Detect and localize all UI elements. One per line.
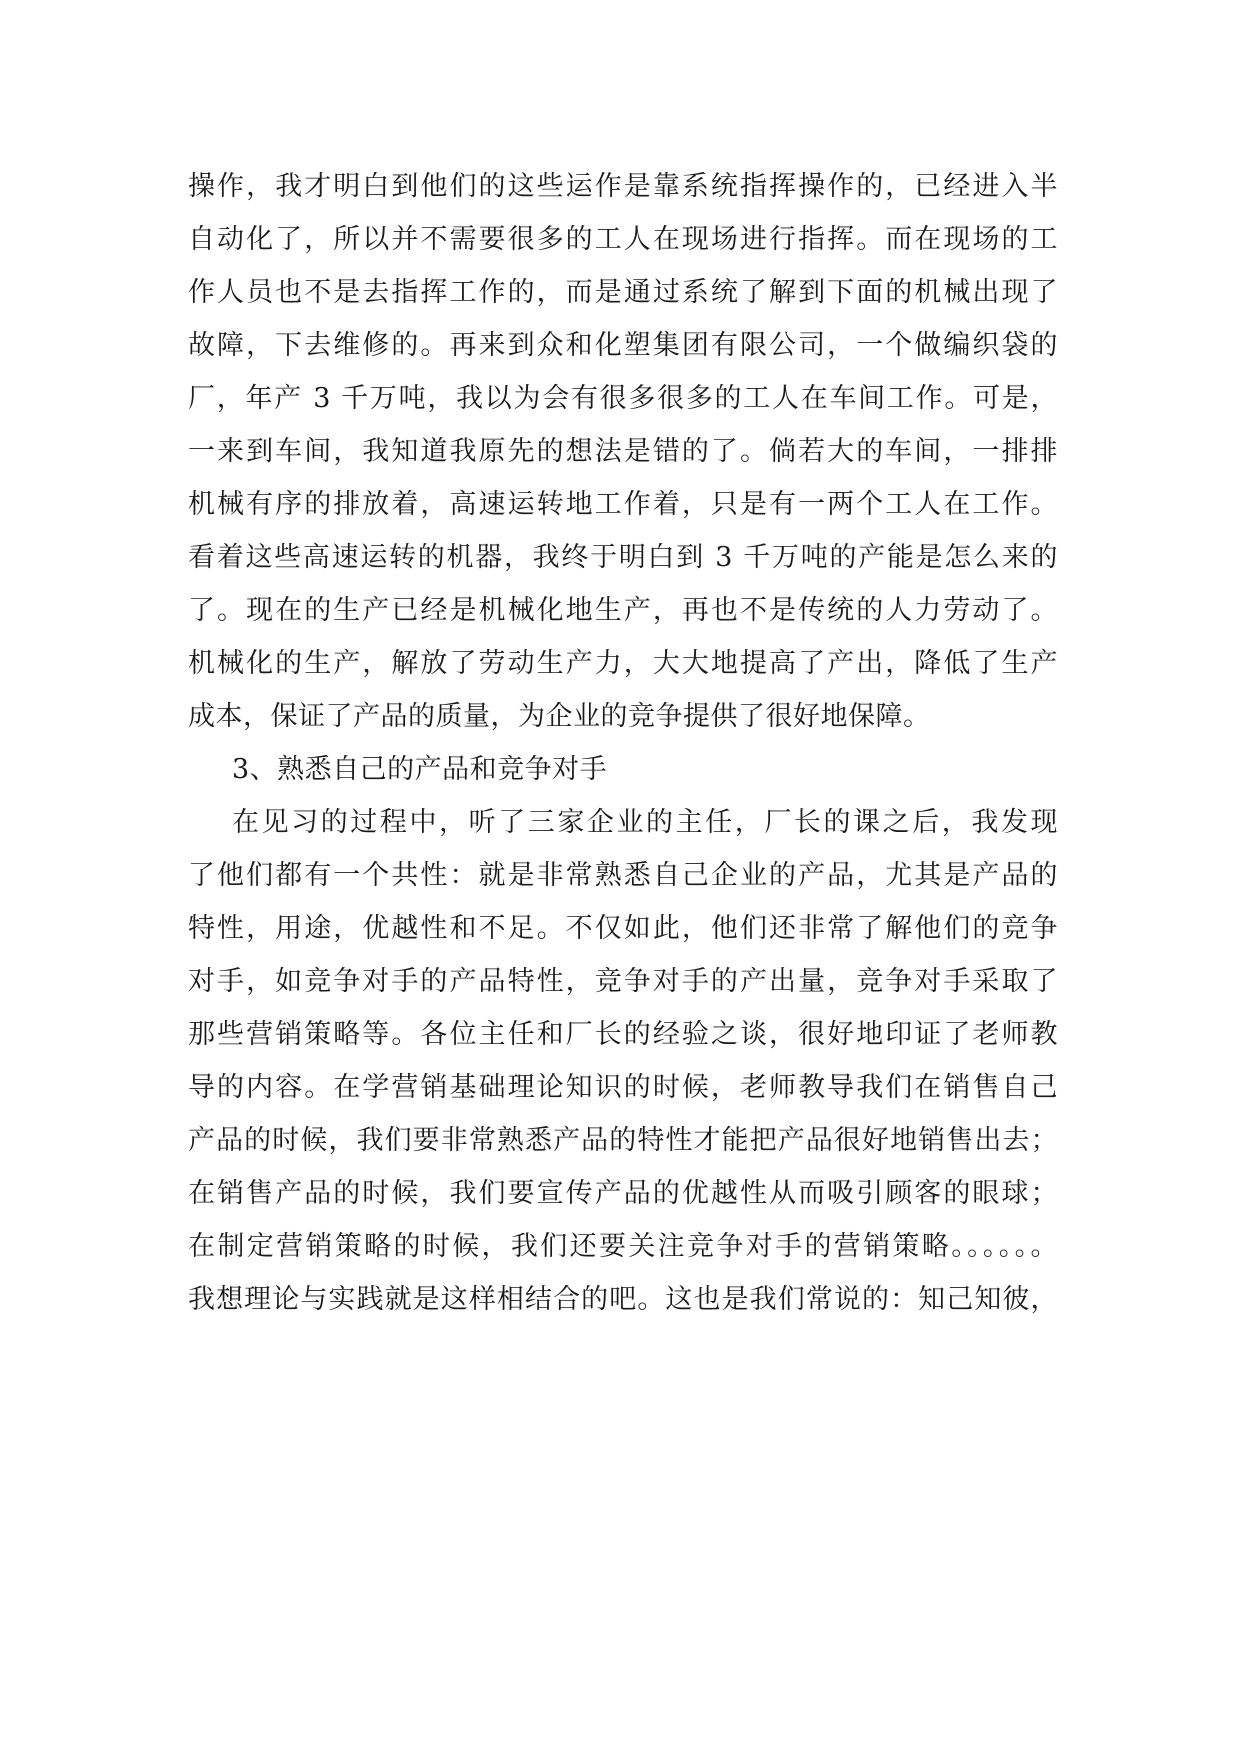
text-line: 作人员也不是去指挥工作的，而是通过系统了解到下面的机械出现了 bbox=[188, 277, 1058, 308]
section-heading: 3、熟悉自己的产品和竞争对手 bbox=[232, 754, 608, 785]
text-line: 机械有序的排放着，高速运转地工作着，只是有一两个工人在工作。 bbox=[188, 489, 1058, 520]
text-line: 机械化的生产，解放了劳动生产力，大大地提高了产出，降低了生产 bbox=[188, 648, 1058, 679]
text-line: 自动化了，所以并不需要很多的工人在现场进行指挥。而在现场的工 bbox=[188, 224, 1058, 255]
text-line: 看着这些高速运转的机器，我终于明白到 3 千万吨的产能是怎么来的 bbox=[188, 542, 1058, 573]
text-line: 厂，年产 3 千万吨，我以为会有很多很多的工人在车间工作。可是， bbox=[188, 383, 1058, 414]
text-line: 导的内容。在学营销基础理论知识的时候，老师教导我们在销售自己 bbox=[188, 1072, 1058, 1103]
text-line: 操作，我才明白到他们的这些运作是靠系统指挥操作的，已经进入半 bbox=[188, 171, 1058, 202]
text-line: 成本，保证了产品的质量，为企业的竞争提供了很好地保障。 bbox=[188, 701, 931, 732]
text-line: 了他们都有一个共性：就是非常熟悉自己企业的产品，尤其是产品的 bbox=[188, 860, 1058, 891]
text-line: 对手，如竞争对手的产品特性，竞争对手的产出量，竞争对手采取了 bbox=[188, 966, 1058, 997]
text-line: 一来到车间，我知道我原先的想法是错的了。倘若大的车间，一排排 bbox=[188, 436, 1058, 467]
text-line: 在销售产品的时候，我们要宣传产品的优越性从而吸引顾客的眼球； bbox=[188, 1178, 1058, 1209]
text-line: 在制定营销策略的时候，我们还要关注竞争对手的营销策略。。。。。。 bbox=[188, 1231, 1058, 1262]
text-line: 了。现在的生产已经是机械化地生产，再也不是传统的人力劳动了。 bbox=[188, 595, 1058, 626]
text-line: 那些营销策略等。各位主任和厂长的经验之谈，很好地印证了老师教 bbox=[188, 1019, 1058, 1050]
text-line: 我想理论与实践就是这样相结合的吧。这也是我们常说的：知己知彼， bbox=[188, 1284, 1058, 1315]
text-line: 故障，下去维修的。再来到众和化塑集团有限公司，一个做编织袋的 bbox=[188, 330, 1058, 361]
body-text bbox=[188, 160, 1058, 1326]
text-line: 在见习的过程中，听了三家企业的主任，厂长的课之后，我发现 bbox=[232, 807, 1058, 838]
text-line: 特性，用途，优越性和不足。不仅如此，他们还非常了解他们的竞争 bbox=[188, 913, 1058, 944]
text-line: 产品的时候，我们要非常熟悉产品的特性才能把产品很好地销售出去； bbox=[188, 1125, 1058, 1156]
